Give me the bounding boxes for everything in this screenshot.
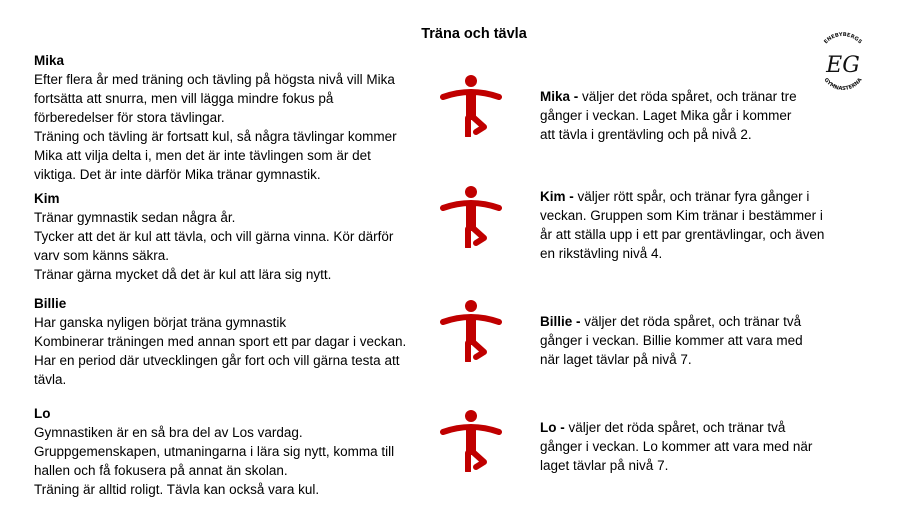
svg-text:ENEBYBERGS	[823, 32, 863, 46]
choice-kim	[540, 187, 840, 263]
profile-mika	[34, 51, 434, 184]
profile-text-line: tävla.	[34, 372, 67, 387]
profile-text-line: Kombinerar träningen med annan sport ett par dagar i veckan.	[34, 334, 407, 349]
page-title: Träna och tävla	[421, 26, 527, 42]
choice-label: Mika -	[540, 89, 579, 104]
choice-text-line: väljer det röda spåret, och tränar två	[564, 420, 786, 435]
profile-text-line: Träning är alltid roligt. Tävla kan också vara kul.	[34, 482, 320, 497]
logo-monogram: EG	[826, 53, 860, 78]
profile-text-line: Tränar gymnastik sedan några år.	[34, 210, 236, 225]
profile-text-line: viktiga. Det är inte därför Mika tränar gymnastik.	[34, 167, 321, 182]
profile-text-line: varv som känns säkra.	[34, 248, 170, 263]
profile-text-line: Tränar gärna mycket då det är kul att lära sig nytt.	[34, 267, 332, 282]
profile-text-line: förberedelser för stora tävlingar.	[34, 110, 225, 125]
choice-text-line: gånger i veckan. Lo kommer att vara med när	[540, 439, 813, 454]
profile-text-line: Träning och tävling är fortsatt kul, så några tävlingar kommer	[34, 129, 397, 144]
profile-text-line: Har en period där utvecklingen går fort och vill gärna testa att	[34, 353, 400, 368]
choice-text-line: när laget tävlar på nivå 7.	[540, 352, 692, 367]
gymnast-icon	[440, 75, 502, 137]
profile-text-line: hallen och få fokusera på annat än skolan.	[34, 463, 288, 478]
choice-text-line: väljer det röda spåret, och tränar två	[580, 314, 802, 329]
gymnast-icon	[440, 300, 502, 362]
profile-lo	[34, 404, 434, 499]
profile-text-line: fortsätta att snurra, men vill lägga mindre fokus på	[34, 91, 334, 106]
profile-name: Mika	[34, 53, 65, 68]
choice-lo	[540, 418, 840, 475]
choice-text-line: en rikstävling nivå 4.	[540, 246, 663, 261]
choice-text-line: väljer rött spår, och tränar fyra gånger i	[573, 189, 810, 204]
profile-billie	[34, 294, 434, 389]
choice-text-line: år att ställa upp i ett par grentävlingar, och även	[540, 227, 825, 242]
choice-label: Kim -	[540, 189, 574, 204]
logo-ring-bottom: GYMNASTERNA	[822, 77, 864, 93]
club-logo-icon	[813, 28, 871, 94]
profile-text-line: Gymnastiken är en så bra del av Los vardag.	[34, 425, 303, 440]
profile-name: Billie	[34, 296, 67, 311]
choice-text-line: gånger i veckan. Laget Mika går i kommer	[540, 108, 792, 123]
profile-name: Kim	[34, 191, 60, 206]
profile-text-line: Efter flera år med träning och tävling på högsta nivå vill Mika	[34, 72, 395, 87]
choice-mika	[540, 87, 840, 144]
choice-billie	[540, 312, 840, 369]
choice-text-line: laget tävlar på nivå 7.	[540, 458, 669, 473]
choice-text-line: gånger i veckan. Billie kommer att vara med	[540, 333, 803, 348]
choice-label: Lo -	[540, 420, 565, 435]
choice-text-line: veckan. Gruppen som Kim tränar i bestämmer i	[540, 208, 823, 223]
profile-text-line: Gruppgemenskapen, utmaningarna i lära sig nytt, komma till	[34, 444, 395, 459]
gymnast-icon	[440, 186, 502, 248]
gymnast-icon	[440, 410, 502, 472]
choice-text-line: att tävla i grentävling och på nivå 2.	[540, 127, 752, 142]
choice-text-line: väljer det röda spåret, och tränar tre	[578, 89, 797, 104]
profile-text-line: Mika att vilja delta i, men det är inte tävlingen som är det	[34, 148, 371, 163]
profile-text-line: Har ganska nyligen börjat träna gymnastik	[34, 315, 287, 330]
logo-ring-top: ENEBYBERGS	[823, 31, 863, 46]
choice-label: Billie -	[540, 314, 581, 329]
profile-name: Lo	[34, 406, 51, 421]
profile-text-line: Tycker att det är kul att tävla, och vill gärna vinna. Kör därför	[34, 229, 394, 244]
profile-kim	[34, 189, 434, 284]
